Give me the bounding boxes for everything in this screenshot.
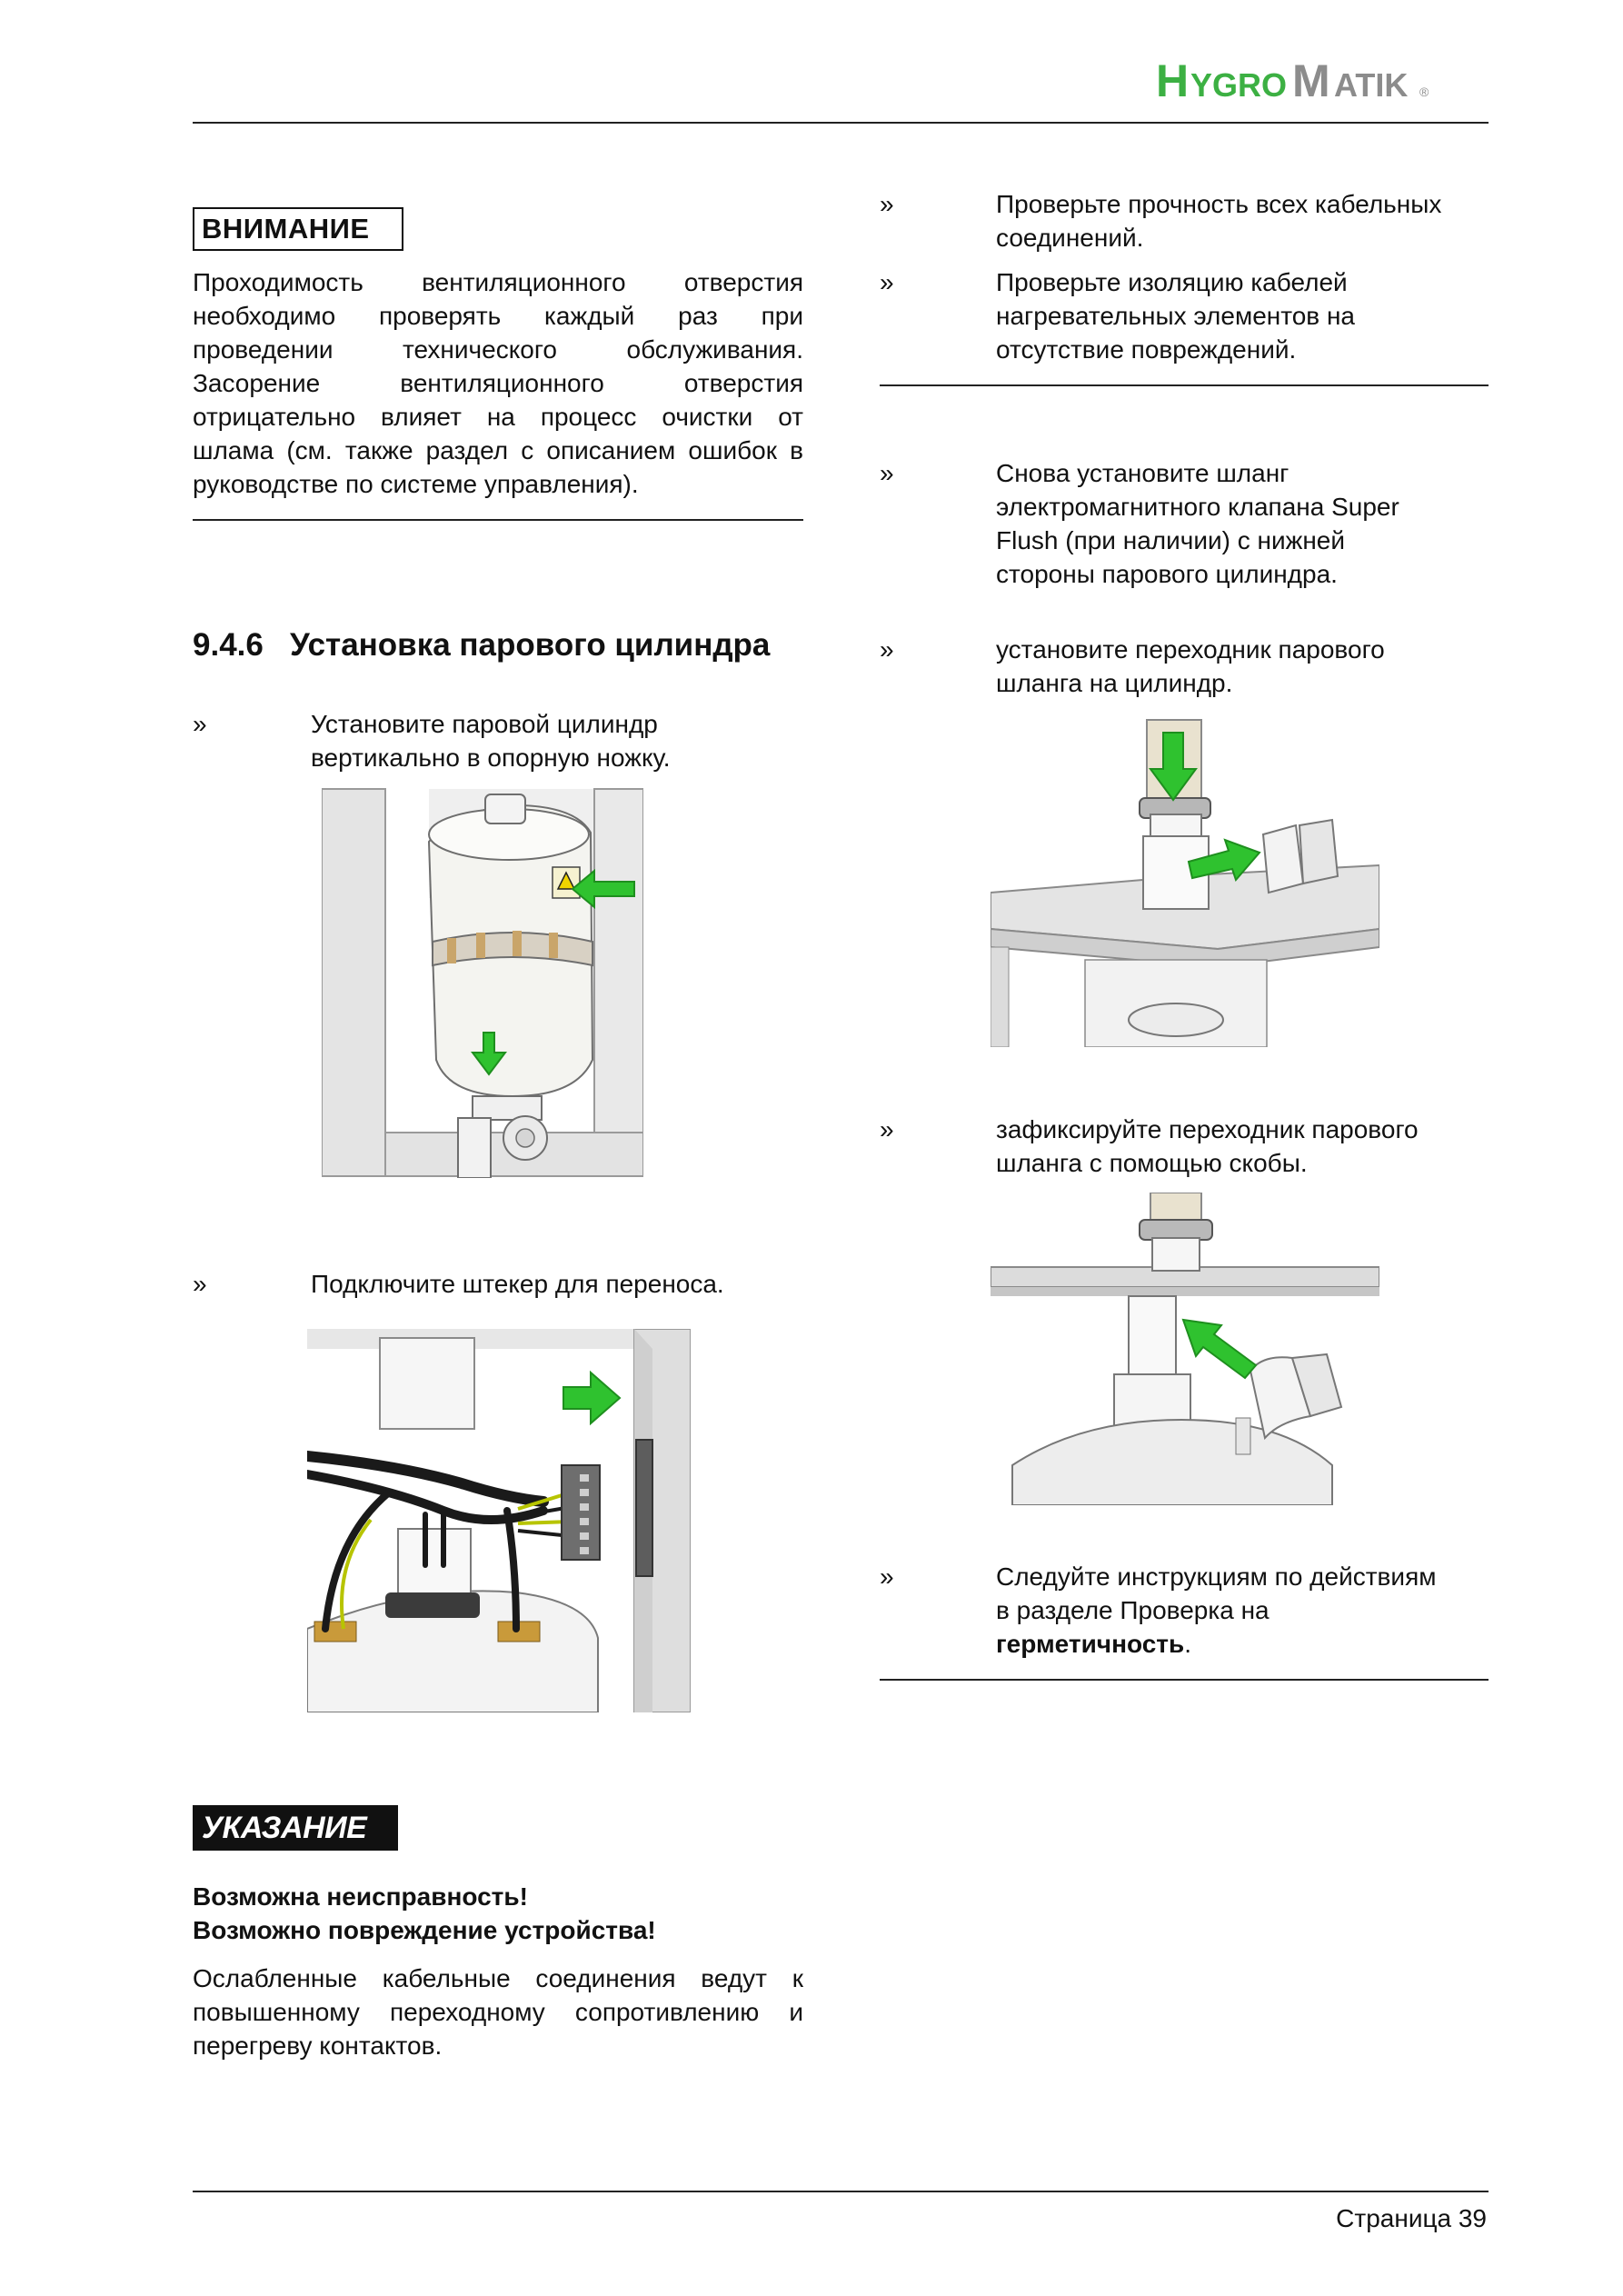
warning-line: необходимо проверять каждый раз при <box>193 302 803 330</box>
warning-line: Проходимость вентиляционного отверстия <box>193 268 803 296</box>
page-number: Страница 39 <box>1336 2204 1487 2232</box>
footer-rule <box>193 2191 1489 2192</box>
svg-text:M: M <box>1292 55 1330 106</box>
step-line: электромагнитного клапана Super <box>996 493 1399 521</box>
svg-text:ATIK: ATIK <box>1334 66 1409 104</box>
step-line: отсутствие повреждений. <box>996 335 1297 364</box>
step-line: Подключите штекер для переноса. <box>311 1270 724 1298</box>
note-bold-line: Возможна неисправность! <box>193 1882 528 1911</box>
warning-line: шлама (см. также раздел с описанием ошибок в <box>193 436 803 464</box>
hose-clip-fix-illustration <box>991 1193 1379 1505</box>
step-line: шланга с помощью скобы. <box>996 1149 1308 1177</box>
note-line: повышенному переходному сопротивлению и <box>193 1998 803 2026</box>
step-line: Снова установите шланг <box>996 459 1289 487</box>
hygromatik-logo <box>1156 51 1470 107</box>
step-line: стороны парового цилиндра. <box>996 560 1338 588</box>
bullet-marker: » <box>880 268 894 296</box>
note-line: Ослабленные кабельные соединения ведут к <box>193 1964 803 1992</box>
step-line: Установите паровой цилиндр <box>311 710 658 738</box>
cylinder-install-illustration <box>322 787 643 1178</box>
step-line: Следуйте инструкциям по действиям <box>996 1562 1437 1591</box>
step-line: шланга на цилиндр. <box>996 669 1233 697</box>
note-badge: УКАЗАНИЕ <box>193 1805 398 1851</box>
warning-line: руководстве по системе управления). <box>193 470 639 498</box>
bullet-marker: » <box>880 1562 894 1591</box>
step-line-bold <box>996 1627 1191 1661</box>
note-line: перегреву контактов. <box>193 2031 443 2060</box>
section-rule <box>880 1679 1489 1681</box>
step-line: Проверьте прочность всех кабельных <box>996 190 1442 218</box>
warning-badge: ВНИМАНИЕ <box>193 207 403 251</box>
warning-line: Засорение вентиляционного отверстия <box>193 369 803 397</box>
bullet-marker: » <box>880 459 894 487</box>
step-line: установите переходник парового <box>996 635 1385 664</box>
step-line: вертикально в опорную ножку. <box>311 744 671 772</box>
svg-text:H: H <box>1156 55 1190 106</box>
warning-line: отрицательно влияет на процесс очистки от <box>193 403 803 431</box>
warning-line: проведении технического обслуживания. <box>193 335 803 364</box>
bullet-marker: » <box>880 1115 894 1143</box>
hose-adapter-install-illustration <box>991 714 1379 1047</box>
svg-text:®: ® <box>1419 85 1429 99</box>
bullet-marker: » <box>193 710 207 738</box>
svg-text:YGRO: YGRO <box>1190 66 1288 104</box>
step-line: Flush (при наличии) с нижней <box>996 526 1346 554</box>
note-bold-line: Возможно повреждение устройства! <box>193 1916 656 1944</box>
bold-term: герметичность <box>996 1630 1185 1658</box>
step-line: зафиксируйте переходник парового <box>996 1115 1419 1143</box>
header-rule <box>193 122 1489 124</box>
warning-rule <box>193 519 803 521</box>
punctuation: . <box>1184 1630 1191 1658</box>
step-line: соединений. <box>996 224 1144 252</box>
section-rule <box>880 384 1489 386</box>
step-line: нагревательных элементов на <box>996 302 1355 330</box>
step-line: Проверьте изоляцию кабелей <box>996 268 1348 296</box>
bullet-marker: » <box>880 190 894 218</box>
section-heading: 9.4.6 Установка парового цилиндра <box>193 627 771 663</box>
bullet-marker: » <box>193 1270 207 1298</box>
plug-connection-illustration <box>307 1329 691 1712</box>
bullet-marker: » <box>880 635 894 664</box>
step-line: в разделе Проверка на <box>996 1596 1270 1624</box>
